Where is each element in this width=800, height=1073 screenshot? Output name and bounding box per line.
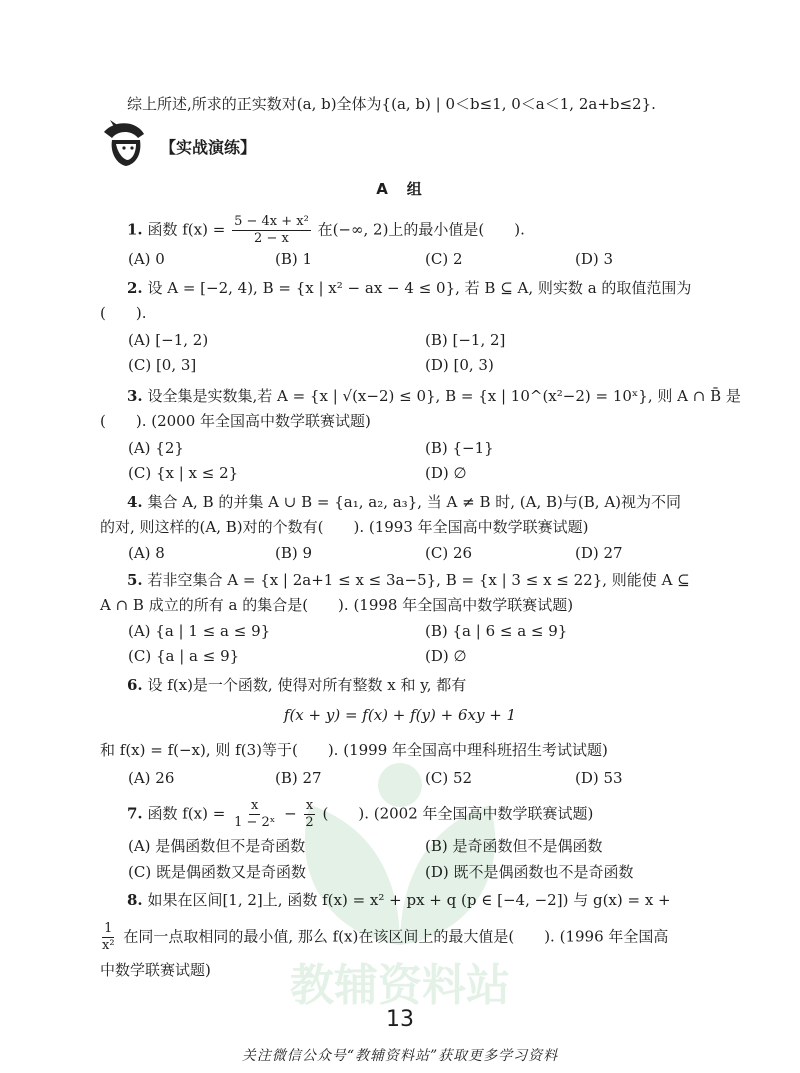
- question-text: 设 f(x)是一个函数, 使得对所有整数 x 和 y, 都有: [147, 676, 467, 694]
- question-8: [127, 890, 671, 910]
- question-2: [127, 278, 691, 298]
- question-text: 集合 A, B 的并集 A ∪ B = {a₁, a₂, a₃}, 当 A ≠ B 时, (A, B)与(B, A)视为不同: [147, 493, 682, 511]
- question-5: [127, 570, 690, 590]
- option-b[interactable]: (B) {−1}: [425, 439, 494, 457]
- question-text-cont: 和 f(x) = f(−x), 则 f(3)等于( ). (1999 年全国高中理科班招生考试试题): [100, 741, 608, 759]
- question-text: 设全集是实数集,若 A = {x | √(x−2) ≤ 0}, B = {x | 10^(x²−2) = 10ˣ}, 则 A ∩ B̄ 是: [147, 387, 741, 405]
- option-c[interactable]: (C) [0, 3]: [128, 356, 197, 374]
- fraction-numerator: x: [305, 798, 314, 813]
- option-d[interactable]: (D) 53: [575, 769, 623, 787]
- option-a[interactable]: (A) [−1, 2): [128, 331, 209, 349]
- option-b[interactable]: (B) [−1, 2]: [425, 331, 506, 349]
- question-text: ( ). (2002 年全国高中数学联赛试题): [322, 804, 594, 823]
- question-text-cont: ( ).: [100, 304, 147, 322]
- option-b[interactable]: (B) 是奇函数但不是偶函数: [425, 837, 603, 855]
- mascot-icon: [96, 118, 152, 174]
- minus-sign: −: [284, 804, 297, 823]
- fraction-numerator: x: [251, 798, 259, 813]
- option-b[interactable]: (B) 9: [275, 544, 313, 562]
- option-c[interactable]: (C) {a | a ≤ 9}: [128, 647, 240, 665]
- option-d[interactable]: (D) 3: [575, 250, 614, 268]
- fraction-denominator: 2: [305, 815, 314, 830]
- footer-text: 关注微信公众号“教辅资料站”获取更多学习资料: [241, 1048, 559, 1064]
- option-d[interactable]: (D) 既不是偶函数也不是奇函数: [425, 863, 634, 881]
- fraction-denominator: 2 − x: [254, 231, 289, 246]
- section-title: 【实战演练】: [160, 138, 257, 157]
- fraction: [100, 922, 117, 953]
- question-text-cont: ( ). (2000 年全国高中数学联赛试题): [100, 412, 371, 430]
- option-c[interactable]: (C) {x | x ≤ 2}: [128, 464, 239, 482]
- option-d[interactable]: (D) [0, 3): [425, 356, 494, 374]
- question-number: 7.: [127, 804, 143, 823]
- option-d[interactable]: (D) 27: [575, 544, 623, 562]
- question-number: 1.: [127, 220, 143, 239]
- fraction-denominator: 1 − 2ˣ: [234, 815, 276, 830]
- option-b[interactable]: (B) 1: [275, 250, 313, 268]
- question-6: [127, 675, 466, 695]
- question-text-cont: 的对, 则这样的(A, B)对的个数有( ). (1993 年全国高中数学联赛试题): [100, 518, 589, 536]
- question-4: [127, 492, 681, 512]
- question-text: 设 A = [−2, 4), B = {x | x² − ax − 4 ≤ 0}, 若 B ⊆ A, 则实数 a 的取值范围为: [147, 279, 692, 297]
- option-a[interactable]: (A) 是偶函数但不是奇函数: [128, 837, 306, 855]
- fraction: [303, 799, 315, 830]
- question-1: [127, 215, 525, 246]
- option-a[interactable]: (A) 8: [128, 544, 165, 562]
- display-formula: f(x + y) = f(x) + f(y) + 6xy + 1: [283, 706, 517, 724]
- group-title: A 组: [376, 180, 424, 198]
- fraction-numerator: 5 − 4x + x²: [234, 214, 309, 229]
- question-text: 函数 f(x) =: [147, 220, 226, 239]
- fraction: [232, 215, 311, 246]
- question-text: 在(−∞, 2)上的最小值是( ).: [317, 220, 525, 239]
- question-text: 若非空集合 A = {x | 2a+1 ≤ x ≤ 3a−5}, B = {x | 3 ≤ x ≤ 22}, 则能使 A ⊆: [147, 571, 690, 589]
- question-text-cont: A ∩ B 成立的所有 a 的集合是( ). (1998 年全国高中数学联赛试题): [100, 596, 574, 614]
- option-c[interactable]: (C) 26: [425, 544, 473, 562]
- question-number: 4.: [127, 493, 143, 511]
- option-a[interactable]: (A) {a | 1 ≤ a ≤ 9}: [128, 622, 271, 640]
- option-a[interactable]: (A) 0: [128, 250, 165, 268]
- watermark-text: 教辅资料站: [290, 960, 510, 1011]
- option-b[interactable]: (B) 27: [275, 769, 322, 787]
- question-text: 函数 f(x) =: [147, 804, 226, 823]
- page-number: 13: [386, 1007, 414, 1032]
- question-number: 5.: [127, 571, 143, 589]
- option-d[interactable]: (D) ∅: [425, 464, 467, 482]
- option-a[interactable]: (A) {2}: [128, 439, 184, 457]
- question-number: 3.: [127, 387, 143, 405]
- option-c[interactable]: (C) 52: [425, 769, 473, 787]
- option-c[interactable]: (C) 既是偶函数又是奇函数: [128, 863, 306, 881]
- option-c[interactable]: (C) 2: [425, 250, 463, 268]
- option-d[interactable]: (D) ∅: [425, 647, 467, 665]
- option-a[interactable]: (A) 26: [128, 769, 175, 787]
- option-b[interactable]: (B) {a | 6 ≤ a ≤ 9}: [425, 622, 568, 640]
- fraction-numerator: 1: [104, 921, 113, 936]
- question-7: [127, 799, 593, 830]
- summary-line: 综上所述,所求的正实数对(a, b)全体为{(a, b) | 0＜b≤1, 0＜a＜1, 2a+b≤2}.: [127, 95, 656, 113]
- question-3: [127, 386, 741, 406]
- question-number: 6.: [127, 676, 143, 694]
- question-text-cont: 中数学联赛试题): [100, 961, 211, 979]
- fraction-denominator: x²: [102, 938, 115, 953]
- question-number: 2.: [127, 279, 143, 297]
- question-text: 如果在区间[1, 2]上, 函数 f(x) = x² + px + q (p ∈ [−4, −2]) 与 g(x) = x +: [147, 891, 671, 909]
- question-number: 8.: [127, 891, 143, 909]
- question-text: 在同一点取相同的最小值, 那么 f(x)在该区间上的最大值是( ). (1996 年全国高: [123, 927, 669, 946]
- fraction: [232, 799, 277, 830]
- question-text-cont: [98, 922, 668, 953]
